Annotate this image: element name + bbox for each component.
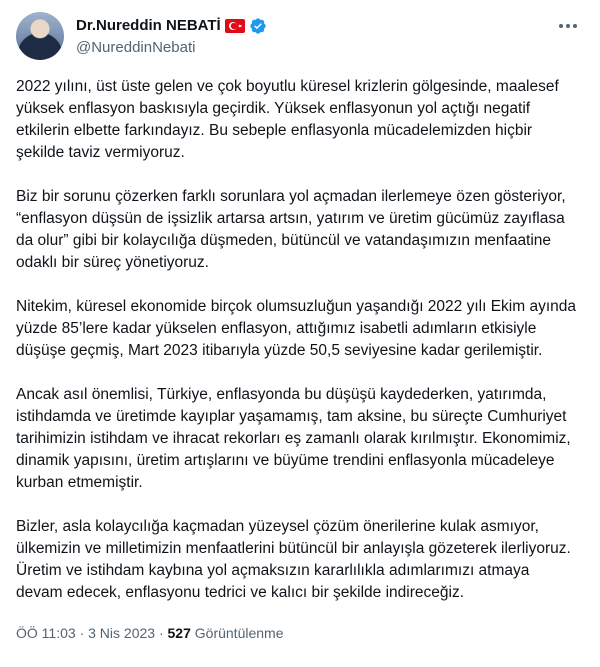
tweet-paragraph: Bizler, asla kolaycılığa kaçmadan yüzeysel çözüm önerilerine kulak asmıyor, ülkemizin ve milletimizin menfaatlerini bütüncül bir anlayışla gözeterek ilerliyoruz. Üretim ve istihdam kaybına yol açmaksızın kararlılıkla adımlarımızı atmaya devam edecek, enflasyonu tedrici ve kalıcı bir şekilde indireceğiz. [16, 518, 571, 601]
tweet-paragraph: Nitekim, küresel ekonomide birçok olumsuzluğun yaşandığı 2022 yılı Ekim ayında yüzde 85’lere kadar yükselen enflasyon, attığımız isabetli adımların etkisiyle düşüşe geçmiş, Mart 2023 itibarıyla yüzde 50,5 seviyesine kadar gerilemiştir. [16, 298, 576, 359]
tweet-paragraph: Ancak asıl önemlisi, Türkiye, enflasyonda bu düşüşü kaydederken, yatırımda, istihdamda ve üretimde kayıplar yaşamamış, tam aksine, bu süreçte Cumhuriyet tarihimizin istihdam ve ihracat rekorları eş zamanlı olarak kırılmıştır. Ekonomimiz, dinamik yapısını, üretim artışlarını ve büyüme trendini enflasyonla mücadeleye kurban etmemiştir. [16, 386, 571, 491]
author-display-name[interactable]: Dr.Nureddin NEBATİ [76, 17, 221, 34]
dot-icon [573, 24, 577, 28]
tweet-paragraph: Biz bir sorunu çözerken farklı sorunlara yol açmadan ilerlemeye özen gösteriyor, “enflasyon düşsün de işsizlik artarsa artsın, yatırım ve üretim gücümüz zayıflasa da olur” gibi bir kolaycılığa düşmeden, bütüncül ve vatandaşımızın menfaatine odaklı bir süreç yönetiyoruz. [16, 188, 566, 271]
dot-icon [559, 24, 563, 28]
meta-separator: · [158, 625, 164, 641]
meta-separator: · [79, 625, 85, 641]
tweet-date[interactable]: 3 Nis 2023 [88, 625, 156, 641]
tweet-header [16, 12, 588, 64]
turkey-flag-icon [225, 19, 245, 33]
dot-icon [566, 24, 570, 28]
avatar[interactable] [16, 12, 64, 60]
author-name-line [76, 16, 267, 36]
views-count: 527 [167, 625, 191, 641]
views-label: Görüntülenme [194, 625, 284, 641]
tweet-time[interactable]: ÖÖ 11:03 [16, 625, 76, 641]
verified-badge-icon [249, 17, 267, 35]
author-handle[interactable]: @NureddinNebati [76, 39, 196, 56]
more-options-icon[interactable] [554, 16, 582, 36]
tweet-text [16, 76, 576, 626]
tweet-paragraph: 2022 yılını, üst üste gelen ve çok boyutlu küresel krizlerin gölgesinde, maalesef yüksek enflasyon baskısıyla geçirdik. Yüksek enflasyonun yol açtığı negatif etkilerin elbette farkındayız. Bu sebeple enflasyonla mücadelemizden hiçbir şekilde taviz vermiyoruz. [16, 78, 559, 161]
tweet-meta [16, 623, 283, 643]
